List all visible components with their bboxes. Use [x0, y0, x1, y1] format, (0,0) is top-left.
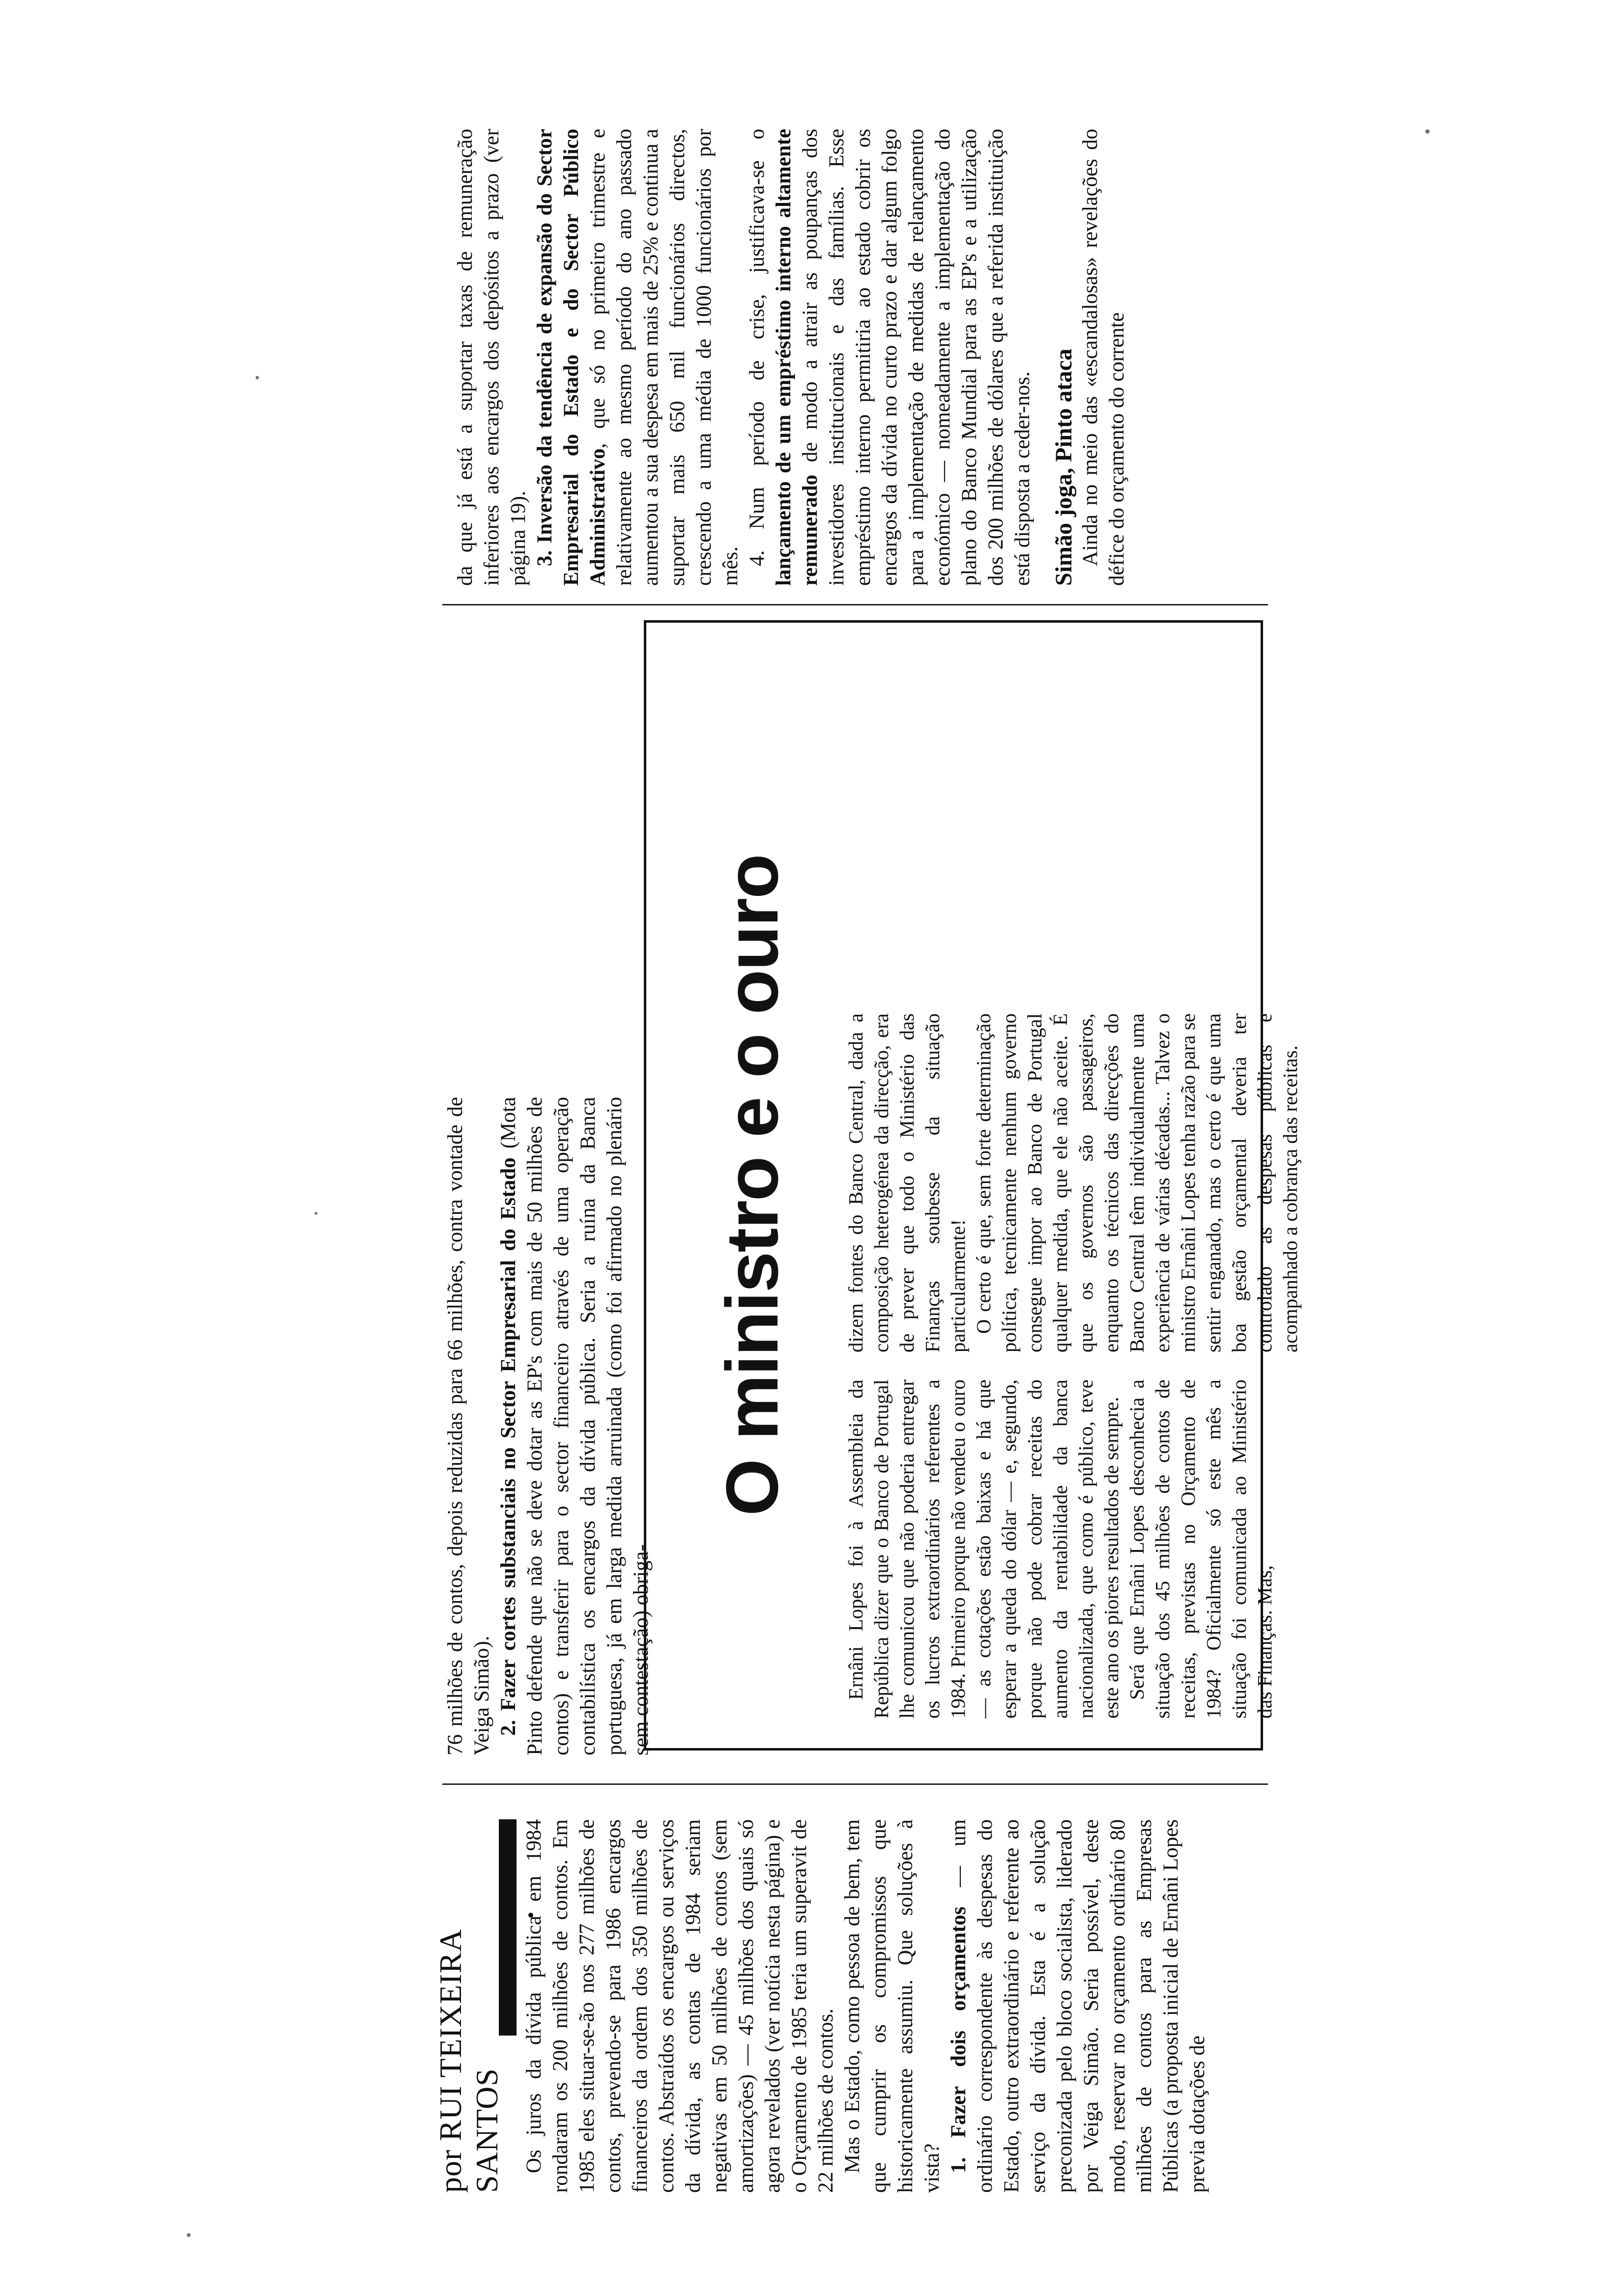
bold-lead: 3. Inversão da tendência de expansão do Sector Empresarial do Estado e do Sector Público Administrativo — [533, 129, 609, 586]
paragraph: Mas o Estado, como pessoa de bem, tem que cumprir os compromissos que historicamente assumiu. Que soluções à vista? — [841, 1819, 944, 2193]
box-columns — [843, 647, 1301, 1719]
scan-speck — [1425, 129, 1430, 134]
column-rule — [442, 604, 1268, 605]
paragraph-text: (Mota Pinto defende que não se deve dotar as EP's com mais de 50 milhões de contos) e transferir para o sector financeiro através de uma operação contabilística os encargos da dívida pública. Seria a ruína da Banca portuguesa, já em larga medida arruinada (como foi afirmado no plenário sem contestação) obriga- — [497, 1097, 653, 1755]
scan-speck — [256, 376, 259, 379]
box-column-1 — [843, 1379, 1277, 1719]
subheading: Simão joga, Pinto ataca — [1051, 348, 1077, 586]
paragraph: O certo é que, sem forte determinação política, tecnicamente nenhum governo consegue impor ao Banco de Portugal qualquer medida, que ele não aceite. É que os governos são passageiros, enquanto os técnicos das direcções do Banco Central têm individualmente uma experiência de várias décadas... Talvez o ministro Ernâni Lopes tenha razão para se sentir enganado, mas o certo é que uma boa gestão orçamental deveria ter controlado as despesas públicas e acompanhado a cobrança das receitas. — [972, 1013, 1301, 1352]
byline — [432, 1819, 504, 2193]
sidebar-box — [644, 620, 1301, 1751]
box-column-2 — [843, 1013, 1303, 1352]
paragraph: Ainda no meio das «escandalosas» revelações do défice do orçamento do corrente — [1079, 129, 1128, 586]
paragraph: Ernâni Lopes foi à Assembleia da República dizer que o Banco de Portugal lhe comunicou que não poderia entregar os lucros extraordinários referentes a 1984. Primeiro porque não vendeu o ouro — as cotações estão baixas e há que esperar a queda do dólar — e, segundo, porque não pode cobrar receitas do aumento da rentabilidade da banca nacionalizada, que como é público, teve este ano os piores resultados de sempre. — [844, 1379, 1123, 1719]
scan-speck — [187, 2233, 191, 2237]
paragraph: da que já está a suportar taxas de remuneração inferiores aos encargos dos depósitos a prazo (ver página 19). — [454, 129, 530, 586]
scan-speck — [315, 1212, 317, 1215]
paragraph: Os juros da dívida pública em 1984 rondaram os 200 milhões de contos. Em 1985 eles situar-se-ão nos 277 milhões de contos, prevendo-se para 1986 encargos financeiros da ordem dos 350 milhões de contos. Abstraídos os encargos ou serviços da dívida, as contas de 1984 seriam negativas em 50 milhões de contos (sem amortizações) — 45 milhões dos quais só agora revelados (ver notícia nesta página) e o Orçamento de 1985 teria um superavit de 22 milhões de contos. — [522, 1819, 837, 2193]
paragraph-text: de modo a atrair as poupanças dos investidores institucionais e das famílias. Esse empréstimo interno permitiria ao estado cobrir os encargos da dívida no curto prazo e dar algum folgo para a implementação de medidas de relançamento económico — nomeadamente a implementação do plano do Banco Mundial para as EP's e a utilização dos 200 milhões de dólares que a referida instituição está disposta a ceder-nos. — [799, 129, 1034, 586]
paragraph: 76 milhões de contos, depois reduzidas para 66 milhões, contra vontade de Veiga Simão). — [444, 1097, 493, 1755]
paragraph — [946, 1819, 1211, 2193]
column-rule — [442, 1783, 1268, 1785]
paragraph — [495, 1097, 655, 1755]
paragraph-text: 4. Num período de crise, justificava-se o — [746, 129, 769, 566]
box-headline: O ministro e o ouro — [711, 855, 793, 1516]
paragraph: Será que Ernâni Lopes desconhecia a situação dos 45 milhões de contos de receitas, previstas no Orçamento de 1984? Oficialmente só este mês a situação foi comunicada ao Ministério das Finanças. Mas, — [1125, 1379, 1276, 1719]
paragraph-text: , que só no primeiro trimestre e relativamente ao mesmo período do ano passado aumentou a sua despesa em mais de 25% e continua a suportar mais 650 mil funcionários directos, crescendo a uma média de 1000 funcionários por mês. — [586, 129, 742, 586]
article-column-3 — [452, 129, 1229, 586]
paragraph-text: — um ordinário correspondente às despesas do Estado, outro extraordinário e referente ao serviço da dívida. Esta é a solução preconizada pelo bloco socialista, liderado por Veiga Simão. Seria possível, deste modo, reservar no orçamento ordinário 80 milhões de contos para as Empresas Públicas (a proposta inicial de Ernâni Lopes previa dotações de — [947, 1819, 1209, 2193]
paragraph — [744, 129, 1036, 586]
paragraph: dizem fontes do Banco Central, dada a composição heterogénea da direcção, era de prever que todo o Ministério das Finanças soubesse da situação particularmente! — [844, 1013, 969, 1352]
byline-text: por RUI TEIXEIRA SANTOS — [433, 1930, 504, 2193]
bold-lead: 2. Fazer cortes substanciais no Sector Empresarial do Estado — [497, 1157, 520, 1736]
byline-bar — [499, 1819, 517, 2036]
paragraph — [532, 129, 744, 586]
bold-lead: 1. Fazer dois orçamentos — [947, 1906, 970, 2173]
bold-lead: lançamento de um empréstimo interno altamente remunerado — [772, 129, 822, 586]
article-column-1 — [521, 1819, 1302, 2193]
article-column-2 — [442, 1097, 653, 1755]
